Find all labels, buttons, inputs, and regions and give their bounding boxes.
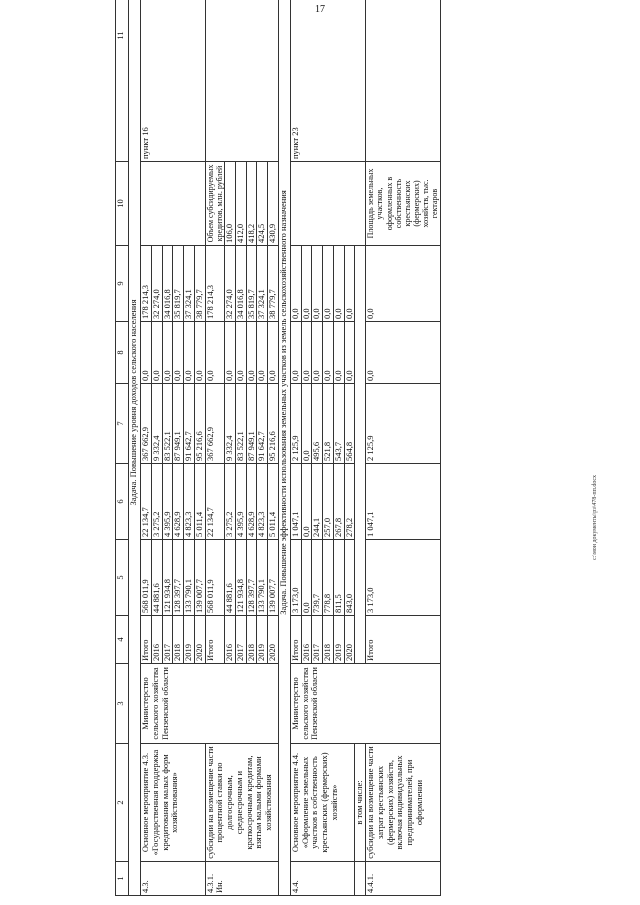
value-cell: 44 881,6 bbox=[224, 540, 235, 616]
value-cell: 843,0 bbox=[344, 540, 355, 616]
value-cell: 0,0 bbox=[290, 246, 301, 322]
year-cell: 2019 bbox=[333, 616, 344, 664]
value-cell: 1 047,1 bbox=[366, 464, 441, 540]
year-cell: 2018 bbox=[323, 616, 334, 664]
value-cell: 4 395,9 bbox=[235, 464, 246, 540]
value-cell: 3 173,0 bbox=[290, 540, 301, 616]
value-cell: 34 016,8 bbox=[235, 246, 246, 322]
value-cell: 430,9 bbox=[268, 162, 279, 246]
value-cell: 44 881,6 bbox=[151, 540, 162, 616]
value-cell: 0,0 bbox=[344, 322, 355, 384]
value-cell: 4 628,9 bbox=[173, 464, 184, 540]
year-cell: Итого bbox=[290, 616, 301, 664]
value-cell: 95 216,6 bbox=[268, 384, 279, 464]
incl-label: в том числе: bbox=[355, 744, 366, 862]
value-cell bbox=[290, 162, 365, 246]
section-title: Задача. Повышение уровня доходов сельского населения bbox=[129, 0, 141, 896]
value-cell: 0,0 bbox=[312, 322, 323, 384]
row-number: 4.4. bbox=[290, 862, 355, 896]
value-cell: 543,7 bbox=[333, 384, 344, 464]
rotated-table-wrapper bbox=[115, 10, 525, 896]
value-cell: 778,8 bbox=[323, 540, 334, 616]
value-cell: 0,0 bbox=[184, 322, 195, 384]
year-cell: Итого bbox=[205, 616, 224, 664]
value-cell: 0,0 bbox=[268, 322, 279, 384]
value-cell: 9 332,4 bbox=[151, 384, 162, 464]
value-cell: 3 173,0 bbox=[366, 540, 441, 616]
value-cell: 128 397,7 bbox=[173, 540, 184, 616]
col-header: 3 bbox=[116, 664, 129, 744]
section-title: Задача. Повышение эффективности использования земельных участков из земель сельскохозяйственного назначения bbox=[278, 0, 290, 896]
value-cell: 0,0 bbox=[246, 322, 257, 384]
value-cell: 35 819,7 bbox=[173, 246, 184, 322]
col-header: 8 bbox=[116, 322, 129, 384]
value-cell: 87 949,1 bbox=[246, 384, 257, 464]
year-cell: 2017 bbox=[312, 616, 323, 664]
year-cell: 2018 bbox=[246, 616, 257, 664]
year-cell: 2017 bbox=[235, 616, 246, 664]
col-header: 5 bbox=[116, 540, 129, 616]
value-cell: 278,2 bbox=[344, 464, 355, 540]
year-cell: 2019 bbox=[257, 616, 268, 664]
row-number: 4.3. bbox=[141, 862, 206, 896]
value-cell: 32 274,0 bbox=[151, 246, 162, 322]
value-cell: 178 214,3 bbox=[141, 246, 152, 322]
indicator-cell: Объем субсидируемых кредитов, млн. рублей bbox=[205, 162, 224, 246]
measure-name: субсидии на возмещение части процентной ставки по долгосрочным, среднесрочным и краткосрочным кредитам, взятым малыми формами хозяйствования bbox=[205, 744, 278, 862]
value-cell: 0,0 bbox=[333, 322, 344, 384]
value-cell: 3 275,2 bbox=[224, 464, 235, 540]
value-cell: 0,0 bbox=[173, 322, 184, 384]
year-cell: Итого bbox=[141, 616, 152, 664]
value-cell: 0,0 bbox=[301, 322, 312, 384]
value-cell: 22 134,7 bbox=[205, 464, 224, 540]
value-cell: 4 823,3 bbox=[257, 464, 268, 540]
value-cell: 91 642,7 bbox=[184, 384, 195, 464]
value-cell: 257,0 bbox=[323, 464, 334, 540]
measure-name: Основное мероприятие 4.3. «Государственная поддержка кредитования малых форм хозяйствования» bbox=[141, 744, 206, 862]
value-cell: 2 125,9 bbox=[290, 384, 301, 464]
value-cell: 9 332,4 bbox=[224, 384, 235, 464]
note-cell: пункт 16 bbox=[141, 0, 206, 162]
col-header: 11 bbox=[116, 0, 129, 162]
value-cell: 5 011,4 bbox=[268, 464, 279, 540]
value-cell: 0,0 bbox=[301, 464, 312, 540]
value-cell: 0,0 bbox=[290, 322, 301, 384]
value-cell: 121 934,8 bbox=[162, 540, 173, 616]
value-cell: 95 216,6 bbox=[194, 384, 205, 464]
value-cell: 87 949,1 bbox=[173, 384, 184, 464]
table-row bbox=[366, 0, 441, 896]
value-cell: 568 011,9 bbox=[141, 540, 152, 616]
value-cell: 1 047,1 bbox=[290, 464, 301, 540]
value-cell: 0,0 bbox=[366, 246, 441, 322]
value-cell: 0,0 bbox=[257, 322, 268, 384]
value-cell: 139 007,7 bbox=[268, 540, 279, 616]
value-cell: 0,0 bbox=[141, 322, 152, 384]
col-header: 4 bbox=[116, 616, 129, 664]
value-cell: 34 016,8 bbox=[162, 246, 173, 322]
value-cell: 128 397,7 bbox=[246, 540, 257, 616]
value-cell: 0,0 bbox=[205, 322, 224, 384]
value-cell: 38 779,7 bbox=[268, 246, 279, 322]
value-cell: 244,1 bbox=[312, 464, 323, 540]
value-cell: 106,0 bbox=[224, 162, 235, 246]
value-cell: 418,2 bbox=[246, 162, 257, 246]
value-cell bbox=[355, 246, 366, 664]
value-cell: 178 214,3 bbox=[205, 246, 224, 322]
note-cell bbox=[205, 0, 278, 162]
value-cell: 367 662,9 bbox=[141, 384, 152, 464]
value-cell: 0,0 bbox=[312, 246, 323, 322]
value-cell: 83 522,1 bbox=[235, 384, 246, 464]
footer-path: c:\мои документы\рз\478-пп.docx bbox=[592, 475, 598, 560]
value-cell: 495,6 bbox=[312, 384, 323, 464]
col-header: 2 bbox=[116, 744, 129, 862]
row-number bbox=[355, 862, 366, 896]
value-cell: 0,0 bbox=[301, 540, 312, 616]
table-row bbox=[141, 0, 152, 896]
value-cell: 3 275,2 bbox=[151, 464, 162, 540]
value-cell: 4 628,9 bbox=[246, 464, 257, 540]
value-cell: 267,8 bbox=[333, 464, 344, 540]
value-cell: 139 007,7 bbox=[194, 540, 205, 616]
value-cell: 739,7 bbox=[312, 540, 323, 616]
year-cell: 2020 bbox=[344, 616, 355, 664]
value-cell: 0,0 bbox=[162, 322, 173, 384]
value-cell: 0,0 bbox=[344, 246, 355, 322]
measure-name: Основное мероприятие 4.4. «Оформление земельных участков в собственность крестьянских (фермерских) хозяйств» bbox=[290, 744, 355, 862]
indicator-cell: Площадь земельных участков, оформленных в собственность крестьянских (фермерских) хозяйств, тыс. гектаров bbox=[366, 162, 441, 246]
year-cell: 2016 bbox=[301, 616, 312, 664]
value-cell: 133 790,1 bbox=[184, 540, 195, 616]
value-cell: 521,8 bbox=[323, 384, 334, 464]
value-cell: 811,5 bbox=[333, 540, 344, 616]
col-header: 10 bbox=[116, 162, 129, 246]
value-cell: 133 790,1 bbox=[257, 540, 268, 616]
value-cell: 0,0 bbox=[366, 322, 441, 384]
value-cell: 37 324,1 bbox=[184, 246, 195, 322]
value-cell: 0,0 bbox=[235, 322, 246, 384]
note-cell: пункт 23 bbox=[290, 0, 365, 162]
note-cell bbox=[366, 0, 441, 162]
executor: Министерство сельского хозяйства Пензенской области bbox=[141, 664, 279, 744]
value-cell: 0,0 bbox=[333, 246, 344, 322]
year-cell: 2018 bbox=[173, 616, 184, 664]
value-cell: 4 823,3 bbox=[184, 464, 195, 540]
value-cell: 2 125,9 bbox=[366, 384, 441, 464]
year-cell: 2016 bbox=[151, 616, 162, 664]
value-cell: 0,0 bbox=[151, 322, 162, 384]
value-cell: 91 642,7 bbox=[257, 384, 268, 464]
table-row bbox=[205, 0, 224, 896]
value-cell: 0,0 bbox=[323, 322, 334, 384]
value-cell: 0,0 bbox=[194, 322, 205, 384]
value-cell: 564,8 bbox=[344, 384, 355, 464]
value-cell: 412,0 bbox=[235, 162, 246, 246]
year-cell: 2020 bbox=[268, 616, 279, 664]
page-number: 17 bbox=[315, 4, 325, 15]
value-cell: 83 522,1 bbox=[162, 384, 173, 464]
value-cell: 37 324,1 bbox=[257, 246, 268, 322]
value-cell: 5 011,4 bbox=[194, 464, 205, 540]
value-cell: 38 779,7 bbox=[194, 246, 205, 322]
value-cell: 35 819,7 bbox=[246, 246, 257, 322]
measure-name: субсидии на возмещение части затрат крестьянских (фермерских) хозяйств, включая индивидуальных предпринимателей, при оформлении bbox=[366, 744, 441, 862]
executor: Министерство сельского хозяйства Пензенской области bbox=[290, 664, 440, 744]
value-cell: 0,0 bbox=[323, 246, 334, 322]
row-number: 4.3.1. Ин. bbox=[205, 862, 278, 896]
value-cell: 367 662,9 bbox=[205, 384, 224, 464]
year-cell: 2020 bbox=[194, 616, 205, 664]
program-table bbox=[115, 0, 441, 896]
value-cell: 32 274,0 bbox=[224, 246, 235, 322]
row-number: 4.4.1. bbox=[366, 862, 441, 896]
year-cell: Итого bbox=[366, 616, 441, 664]
year-cell: 2016 bbox=[224, 616, 235, 664]
value-cell: 0,0 bbox=[301, 384, 312, 464]
year-cell: 2019 bbox=[184, 616, 195, 664]
header-row bbox=[116, 0, 129, 896]
value-cell: 0,0 bbox=[224, 322, 235, 384]
value-cell: 0,0 bbox=[301, 246, 312, 322]
value-cell: 568 011,9 bbox=[205, 540, 224, 616]
col-header: 6 bbox=[116, 464, 129, 540]
year-cell: 2017 bbox=[162, 616, 173, 664]
col-header: 1 bbox=[116, 862, 129, 896]
table-row bbox=[290, 0, 301, 896]
value-cell: 4 395,9 bbox=[162, 464, 173, 540]
value-cell: 424,5 bbox=[257, 162, 268, 246]
value-cell: 121 934,8 bbox=[235, 540, 246, 616]
col-header: 9 bbox=[116, 246, 129, 322]
value-cell bbox=[141, 162, 206, 246]
value-cell: 22 134,7 bbox=[141, 464, 152, 540]
col-header: 7 bbox=[116, 384, 129, 464]
